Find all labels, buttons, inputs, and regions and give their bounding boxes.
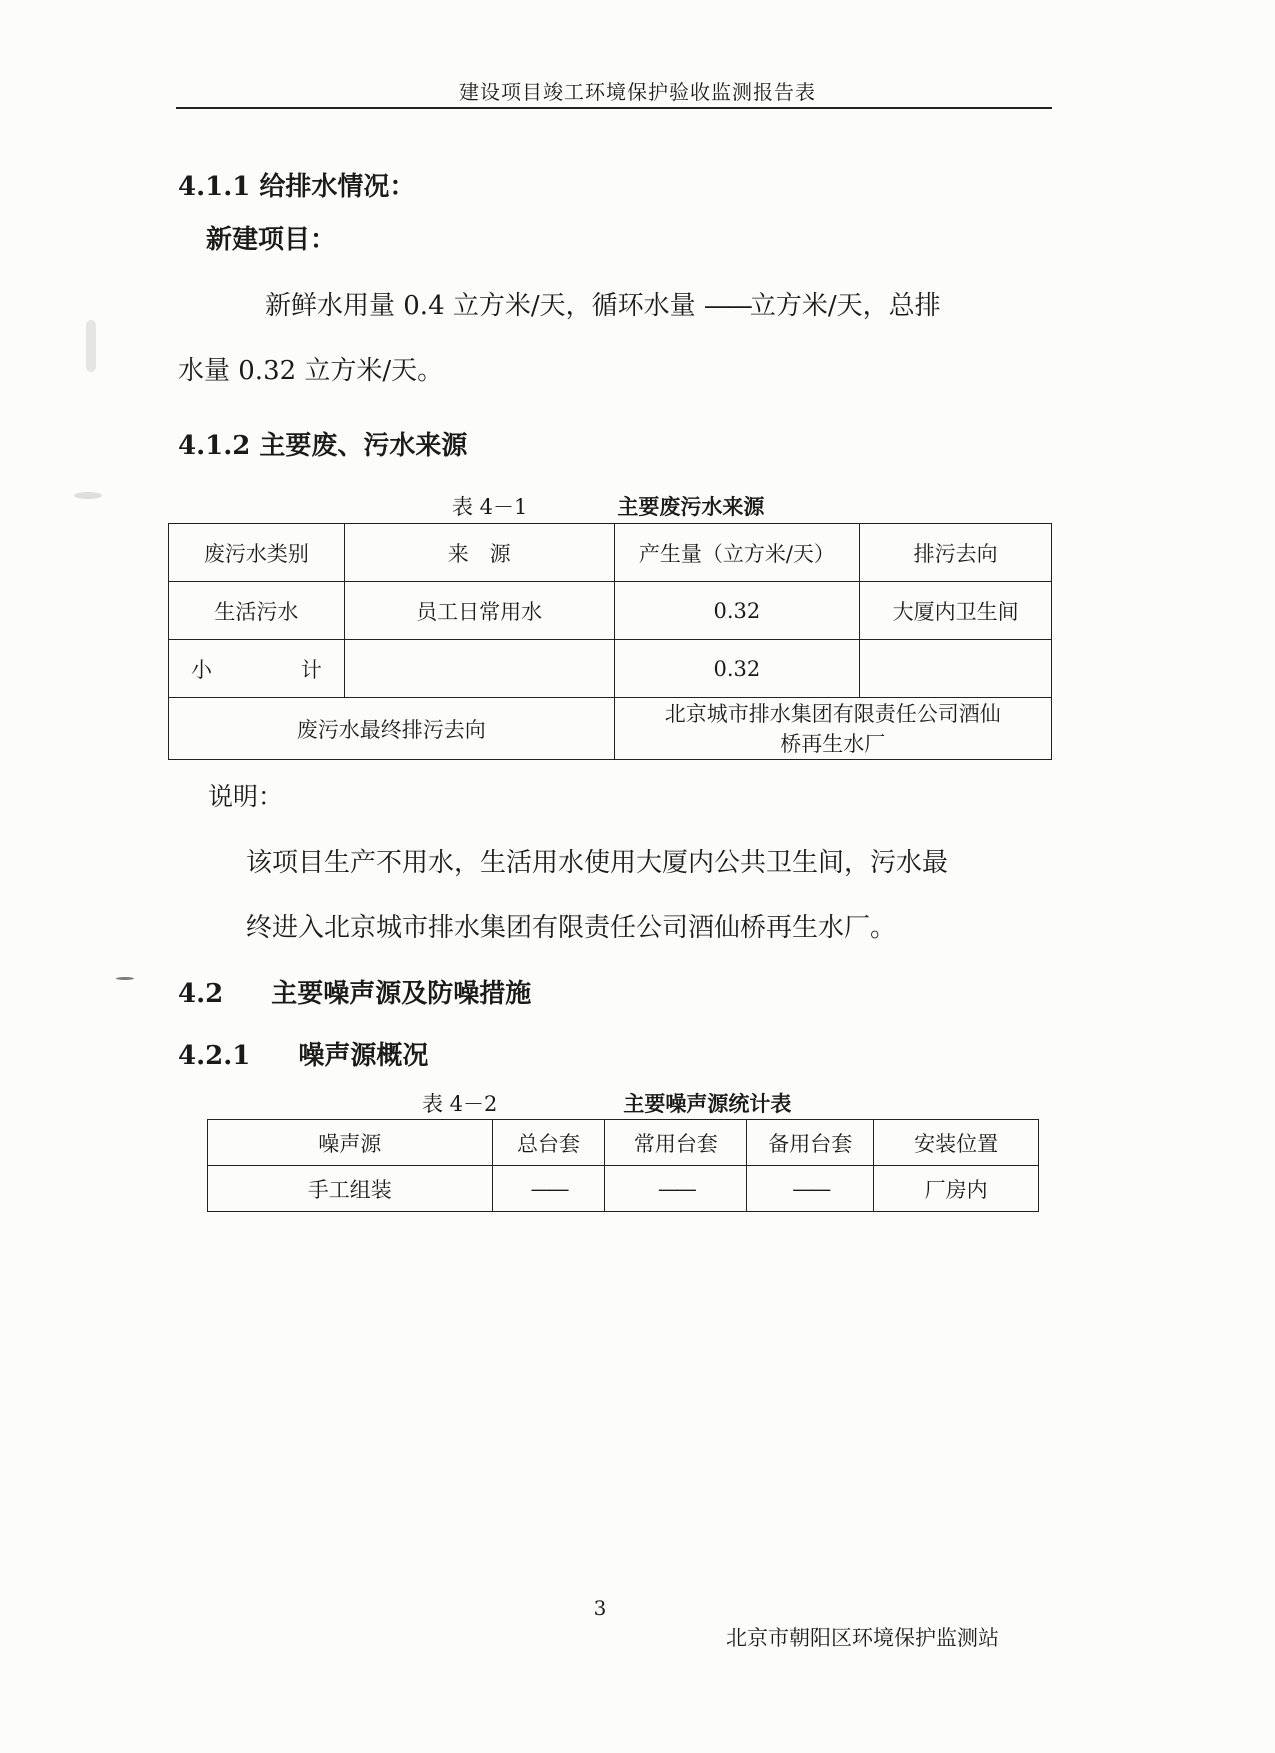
header-destination: 排污去向 [860,524,1052,582]
cell-category: 生活污水 [169,582,345,640]
note-line-1: 该项目生产不用水，生活用水使用大厦内公共卫生间，污水最 [246,848,949,878]
final-destination-line-2: 桥再生水厂 [780,731,886,756]
subtotal-label-left: 小 [191,657,212,682]
section-42-heading [178,973,531,1010]
note-label: 说明： [208,782,284,811]
subtotal-label-right: 计 [300,657,322,682]
cell-noise-source: 手工组装 [208,1166,493,1212]
table-4-1-caption [440,491,764,521]
water-usage-line-1-a: 新鲜水用量 0.4 立方米/天，循环水量 [265,291,704,321]
subtotal-destination-empty [860,640,1052,698]
section-42-title: 主要噪声源及防噪措施 [271,979,532,1009]
table-row [208,1166,1039,1212]
header-noise-source: 噪声源 [208,1120,493,1166]
scan-speck [86,320,96,372]
cell-location: 厂房内 [874,1166,1039,1212]
recycled-water-dash: —— [703,291,750,321]
table-header-row [208,1120,1039,1166]
table-4-1-number: 表 4－1 [452,495,528,519]
section-421-number: 4.2.1 [178,1041,251,1071]
cell-standby: —— [747,1166,874,1212]
note-line-2: 终进入北京城市排水集团有限责任公司酒仙桥再生水厂。 [246,913,897,943]
table-4-1-title: 主要废污水来源 [617,494,765,519]
table-4-2-caption [410,1088,791,1118]
scan-speck [74,492,102,499]
cell-in-use: —— [605,1166,747,1212]
section-421-heading [178,1035,428,1072]
wastewater-source-table [168,523,1052,760]
subtotal-source-empty [344,640,614,698]
final-destination-line-1: 北京城市排水集团有限责任公司酒仙 [664,701,1001,726]
scan-speck [116,977,134,980]
final-destination-row [169,698,1052,760]
cell-destination: 大厦内卫生间 [860,582,1052,640]
table-row [169,582,1052,640]
page-number: 3 [593,1596,607,1620]
final-destination-value [614,698,1051,760]
organization-name: 北京市朝阳区环境保护监测站 [726,1626,999,1650]
report-header-title: 建设项目竣工环境保护验收监测报告表 [459,80,816,104]
cell-amount: 0.32 [614,582,860,640]
section-411-heading: 4.1.1 给排水情况： [178,172,416,202]
subtotal-label [169,640,345,698]
final-destination-label: 废污水最终排污去向 [169,698,615,760]
header-standby: 备用台套 [747,1120,874,1166]
header-total: 总台套 [492,1120,605,1166]
table-header-row [169,524,1052,582]
header-in-use: 常用台套 [605,1120,747,1166]
header-category: 废污水类别 [169,524,345,582]
header-amount: 产生量（立方米/天） [614,524,860,582]
header-source: 来 源 [344,524,614,582]
section-42-number: 4.2 [178,979,224,1009]
water-usage-line-2: 水量 0.32 立方米/天。 [178,356,444,386]
cell-total: —— [492,1166,605,1212]
section-412-heading: 4.1.2 主要废、污水来源 [178,431,468,461]
subtotal-amount: 0.32 [614,640,860,698]
header-location: 安装位置 [874,1120,1039,1166]
table-4-2-title: 主要噪声源统计表 [623,1091,792,1116]
section-411-subheading: 新建项目： [206,225,337,255]
cell-source: 员工日常用水 [344,582,614,640]
table-4-2-number: 表 4－2 [422,1092,498,1116]
water-usage-line-1-b: 立方米/天，总排 [749,291,941,321]
subtotal-row [169,640,1052,698]
header-divider [176,107,1052,109]
noise-source-table [207,1119,1039,1212]
water-usage-line-1 [265,285,941,322]
section-421-title: 噪声源概况 [298,1041,429,1071]
